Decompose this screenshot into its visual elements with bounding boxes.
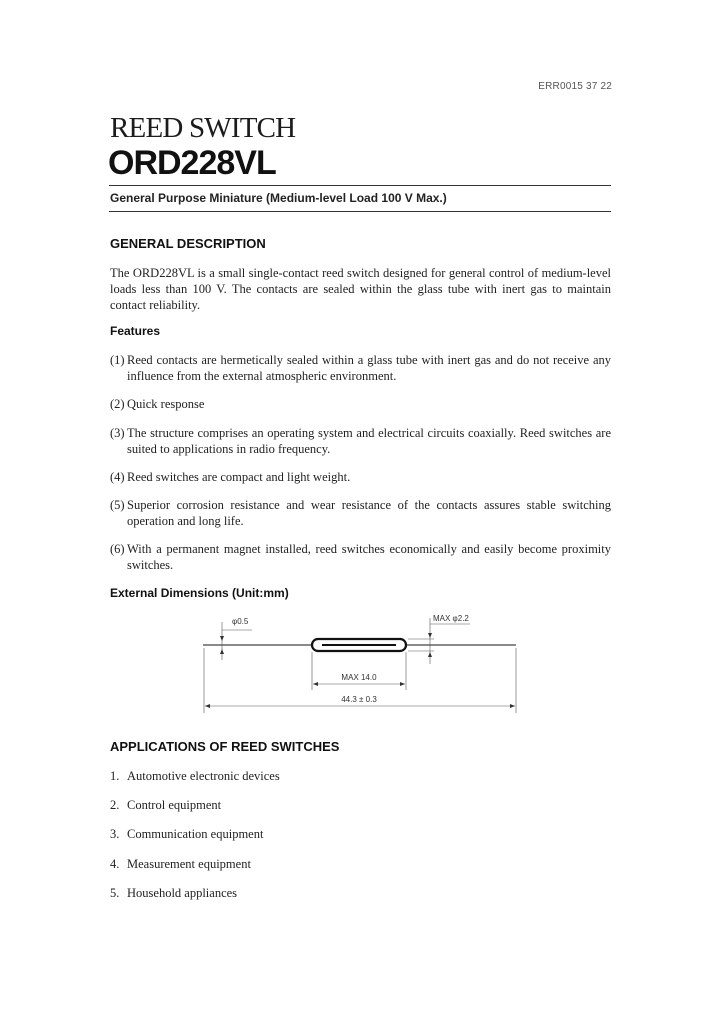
application-item — [110, 827, 263, 842]
glass-length-arrow-right — [400, 682, 405, 686]
dimension-drawing — [200, 610, 530, 720]
general-description-text: The ORD228VL is a small single-contact reed switch designed for general control of medium-level loads less than 100 V. The contacts are sealed within the glass tube with inert gas to maintain contact reliability. — [110, 266, 611, 312]
lead-dim-arrow-top — [220, 636, 224, 641]
glass-dim-arrow-bottom — [428, 652, 432, 657]
feature-number: (4) — [110, 470, 125, 484]
glass-dim-arrow-top — [428, 633, 432, 638]
application-text: Measurement equipment — [127, 857, 251, 871]
features-heading: Features — [110, 324, 161, 338]
glass-length-label: MAX 14.0 — [341, 673, 377, 682]
series-title: REED SWITCH — [110, 112, 296, 144]
feature-text: With a permanent magnet installed, reed switches economically and easily become proximity switches. — [127, 542, 611, 572]
application-item — [110, 857, 251, 872]
feature-number: (2) — [110, 397, 125, 411]
feature-item — [110, 498, 611, 529]
feature-text: Superior corrosion resistance and wear resistance of the contacts assures stable switching operation and long life. — [127, 498, 611, 528]
feature-item — [110, 542, 611, 573]
application-item — [110, 769, 280, 784]
lead-diameter-label: φ0.5 — [232, 617, 249, 626]
feature-number: (6) — [110, 542, 125, 556]
divider-top — [109, 185, 611, 186]
feature-text: The structure comprises an operating system and electrical circuits coaxially. Reed switches are suited to applications in radio frequency. — [127, 426, 611, 456]
feature-number: (3) — [110, 426, 125, 440]
subtitle: General Purpose Miniature (Medium-level Load 100 V Max.) — [110, 191, 447, 205]
feature-item — [110, 353, 611, 384]
application-text: Communication equipment — [127, 827, 264, 841]
application-number: 1. — [110, 769, 120, 783]
application-number: 5. — [110, 886, 120, 900]
application-number: 2. — [110, 798, 120, 812]
application-number: 3. — [110, 827, 120, 841]
feature-text: Quick response — [127, 397, 205, 411]
application-text: Automotive electronic devices — [127, 769, 280, 783]
feature-number: (1) — [110, 353, 125, 367]
total-length-label: 44.3 ± 0.3 — [341, 695, 377, 704]
total-length-arrow-left — [205, 704, 210, 708]
total-length-arrow-right — [510, 704, 515, 708]
glass-diameter-label: MAX φ2.2 — [433, 614, 469, 623]
application-item — [110, 798, 221, 813]
applications-heading: APPLICATIONS OF REED SWITCHES — [110, 739, 340, 754]
feature-text: Reed switches are compact and light weight. — [127, 470, 351, 484]
glass-length-arrow-left — [313, 682, 318, 686]
application-text: Household appliances — [127, 886, 238, 900]
document-number: ERR0015 37 22 — [538, 81, 612, 92]
feature-item — [110, 470, 611, 486]
feature-number: (5) — [110, 498, 125, 512]
application-text: Control equipment — [127, 798, 222, 812]
feature-text: Reed contacts are hermetically sealed within a glass tube with inert gas and do not receive any influence from the external atmospheric environment. — [127, 353, 611, 383]
lead-dim-arrow-bottom — [220, 649, 224, 654]
general-description-heading: GENERAL DESCRIPTION — [110, 236, 266, 251]
model-title: ORD228VL — [108, 144, 276, 182]
application-item — [110, 886, 237, 901]
application-number: 4. — [110, 857, 120, 871]
feature-item — [110, 397, 611, 413]
divider-bottom — [109, 211, 611, 212]
external-dimensions-heading: External Dimensions (Unit:mm) — [110, 586, 289, 600]
feature-item — [110, 426, 611, 457]
